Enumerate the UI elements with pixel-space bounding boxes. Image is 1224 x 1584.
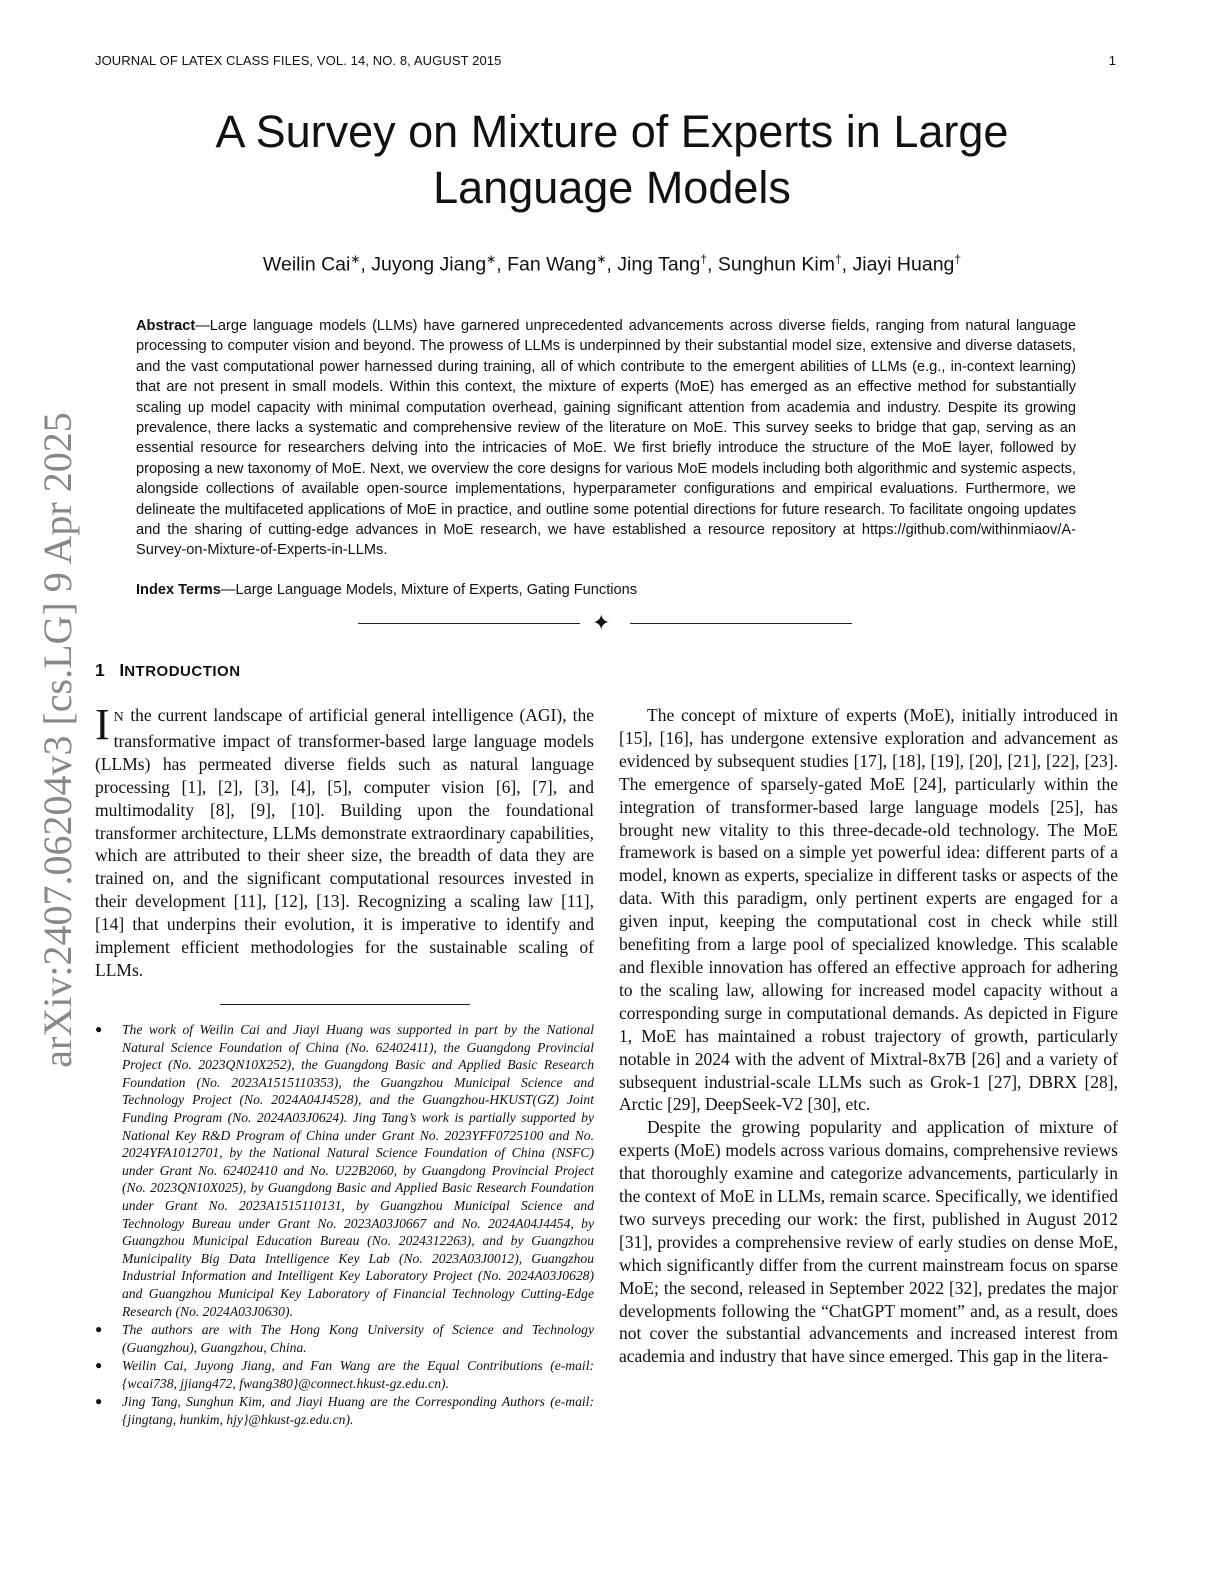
running-header: JOURNAL OF LATEX CLASS FILES, VOL. 14, NO. 8, AUGUST 2015 (95, 53, 502, 68)
intro-left-text: the current landscape of artificial general intelligence (AGI), the transformative impact of transformer-based large language models (LLMs) has permeated diverse fields such as natural language processing [1], [2], [3], [4], [5], computer vision [6], [7], and multimodality [8], [9], [10]. Building upon the foundational transformer architecture, LLMs demonstrate extraordinary capabilities, which are attributed to their sheer size, the breadth of data they are trained on, and the significant computational resources invested in their development [11], [12], [13]. Recognizing a scaling law [11], [14] that underpins their evolution, it is imperative to identify and implement efficient methodologies for the sustainable scaling of LLMs. (95, 705, 594, 980)
author-name: Sunghun Kim (717, 253, 835, 276)
bullet-icon: ● (95, 1322, 103, 1337)
footnotes (95, 1021, 594, 1430)
separator-diamond-icon: ✦ (592, 610, 611, 635)
footnote-text: Jing Tang, Sunghun Kim, and Jiayi Huang are the Corresponding Authors (e-mail: {jingtang, hunkim, hjy}@hkust-gz.edu.cn). (122, 1394, 594, 1428)
footnote-item (95, 1393, 594, 1428)
index-terms (136, 582, 1076, 598)
author-name: Fan Wang (507, 253, 597, 276)
author-name: Jiayi Huang (852, 253, 955, 276)
separator-rule-right (630, 623, 852, 624)
intro-column-right (619, 704, 1118, 1368)
footnote-item (95, 1021, 594, 1320)
author-name: Juyong Jiang (371, 253, 487, 276)
index-terms-label: Index Terms (136, 582, 221, 598)
bullet-icon: ● (95, 1358, 103, 1373)
author-name: Weilin Cai (262, 253, 351, 276)
bullet-icon: ● (95, 1394, 103, 1409)
index-terms-text: —Large Language Models, Mixture of Experts, Gating Functions (220, 582, 638, 598)
abstract (136, 316, 1076, 561)
arxiv-stamp: arXiv:2407.06204v3 [cs.LG] 9 Apr 2025 (35, 412, 80, 1068)
author-mark: † (954, 252, 962, 266)
page-number: 1 (1108, 53, 1116, 68)
footnote-item (95, 1357, 594, 1392)
separator-rule-left (358, 623, 580, 624)
bullet-icon: ● (95, 1022, 103, 1036)
footnote-text: The work of Weilin Cai and Jiayi Huang was supported in part by the National Natural Science Foundation of China (No. 62402411), the Guangdong Provincial Project (No. 2023QN10X252), the Guangdong Basic and Applied Basic Research Foundation (No. 2023A1515110353), the Guangzhou Municipal Science and Technology Project (No. 2024A04J4528), and the Guangzhou-HKUST(GZ) Joint Funding Program (No. 2024A03J0624). Jing Tang’s work is partially supported by National Key R&D Program of China under Grant No. 2023YFF0725100 and No. 2024YFA1012701, by the National Natural Science Foundation of China (NSFC) under Grant No. 62402410 and No. U22B2060, by Guangdong Provincial Project (No. 2023QN10X025), by Guangdong Basic and Applied Basic Research Foundation under Grant No. 2023A1515110131, by Guangzhou Municipal Science and Technology Bureau under Grant No. 2023A03J0667 and No. 2024A04J4454, by Guangzhou Municipal Education Bureau (No. 2024312263), and by Guangzhou Municipality Big Data Intelligence Key Lab (No. 2023A03J0012), Guangzhou Industrial Information and Intelligent Key Laboratory Project (No. 2024A03J0628) and Guangzhou Municipal Key Laboratory of Financial Technology Cutting-Edge Research (No. 2024A03J0630). (122, 1022, 594, 1319)
footnote-text: Weilin Cai, Juyong Jiang, and Fan Wang are the Equal Contributions (e-mail: {wcai738, jjiang472, fwang380}@connect.hkust-gz.edu.cn). (122, 1358, 594, 1391)
author-mark: ∗ (486, 252, 497, 266)
author-mark: † (834, 252, 842, 266)
paragraph: The concept of mixture of experts (MoE), initially introduced in [15], [16], has undergone extensive exploration and advancement as evidenced by subsequent studies [17], [18], [19], [20], [21], [22], [23]. The emergence of sparsely-gated MoE [24], particularly within the integration of transformer-based large language models [25], has brought new vitality to this three-decade-old technology. The MoE framework is based on a simple yet powerful idea: different parts of a model, known as experts, specialize in different tasks or aspects of the data. With this paradigm, only pertinent experts are engaged for a given input, keeping the computational cost in check while still benefiting from a large pool of specialized knowledge. This scalable and flexible innovation has offered an effective approach for adhering to the scaling law, allowing for increased model capacity without a corresponding surge in computational demands. As depicted in Figure 1, MoE has maintained a robust trajectory of growth, particularly notable in 2024 with the advent of Mixtral-8x7B [26] and a variety of subsequent industrial-scale LLMs such as Grok-1 [27], DBRX [28], Arctic [29], DeepSeek-V2 [30], etc. (619, 705, 1118, 1115)
author-mark: † (700, 252, 708, 266)
author-list: Weilin Cai∗, Juyong Jiang∗, Fan Wang∗, Jing Tang†, Sunghun Kim†, Jiayi Huang† (262, 252, 962, 276)
footnote-text: The authors are with The Hong Kong University of Science and Technology (Guangzhou), Guangzhou, China. (122, 1322, 594, 1355)
author-mark: ∗ (350, 252, 361, 266)
abstract-label: Abstract (136, 318, 196, 334)
author-mark: ∗ (596, 252, 607, 266)
section-heading (95, 660, 241, 681)
first-word-rest: N (113, 710, 125, 725)
dropcap: I (95, 700, 110, 749)
section-number: 1 (95, 660, 105, 680)
author-name: Jing Tang (617, 253, 701, 276)
abstract-text: —Large language models (LLMs) have garnered unprecedented advancements across diverse fields, ranging from natural language processing to computer vision and beyond. The prowess of LLMs is underpinned by their substantial model size, extensive and diverse datasets, and the vast computational power harnessed during training, all of which contribute to the emergent abilities of LLMs (e.g., in-context learning) that are not present in small models. Within this context, the mixture of experts (MoE) has emerged as an effective method for substantially scaling up model capacity with minimal computation overhead, gaining significant attention from academia and industry. Despite its growing prevalence, there lacks a systematic and comprehensive review of the literature on MoE. This survey seeks to bridge that gap, serving as an essential resource for researchers delving into the intricacies of MoE. We first briefly introduce the structure of the MoE layer, followed by proposing a new taxonomy of MoE. Next, we overview the core designs for various MoE models including both algorithmic and systemic aspects, alongside collections of available open-source implementations, hyperparameter configurations and empirical evaluations. Furthermore, we delineate the multifaceted applications of MoE in practice, and outline some potential directions for future research. To facilitate ongoing updates and the sharing of cutting-edge advances in MoE research, we have established a resource repository at https://github.com/withinmiaov/A-Survey-on-Mixture-of-Experts-in-LLMs. (136, 318, 1076, 559)
paragraph: Despite the growing popularity and application of mixture of experts (MoE) models across various domains, comprehensive reviews that thoroughly examine and categorize advancements, particularly in the context of MoE in LLMs, remain scarce. Specifically, we identified two surveys preceding our work: the first, published in August 2012 [31], provides a comprehensive review of early studies on dense MoE, which significantly differ from the current mainstream focus on sparse MoE; the second, released in September 2022 [32], predates the major developments following the “ChatGPT moment” and, as a result, does not cover the substantial advancements and increased interest from academia and industry that have since emerged. This gap in the litera- (619, 1117, 1118, 1367)
footnote-item (95, 1321, 594, 1356)
section-title-rest: NTRODUCTION (124, 663, 241, 680)
footnote-rule (220, 1004, 470, 1005)
intro-column-left (95, 700, 594, 982)
section-title-initial: I (119, 660, 125, 680)
paper-title: A Survey on Mixture of Experts in Large Language Models (215, 106, 1009, 213)
